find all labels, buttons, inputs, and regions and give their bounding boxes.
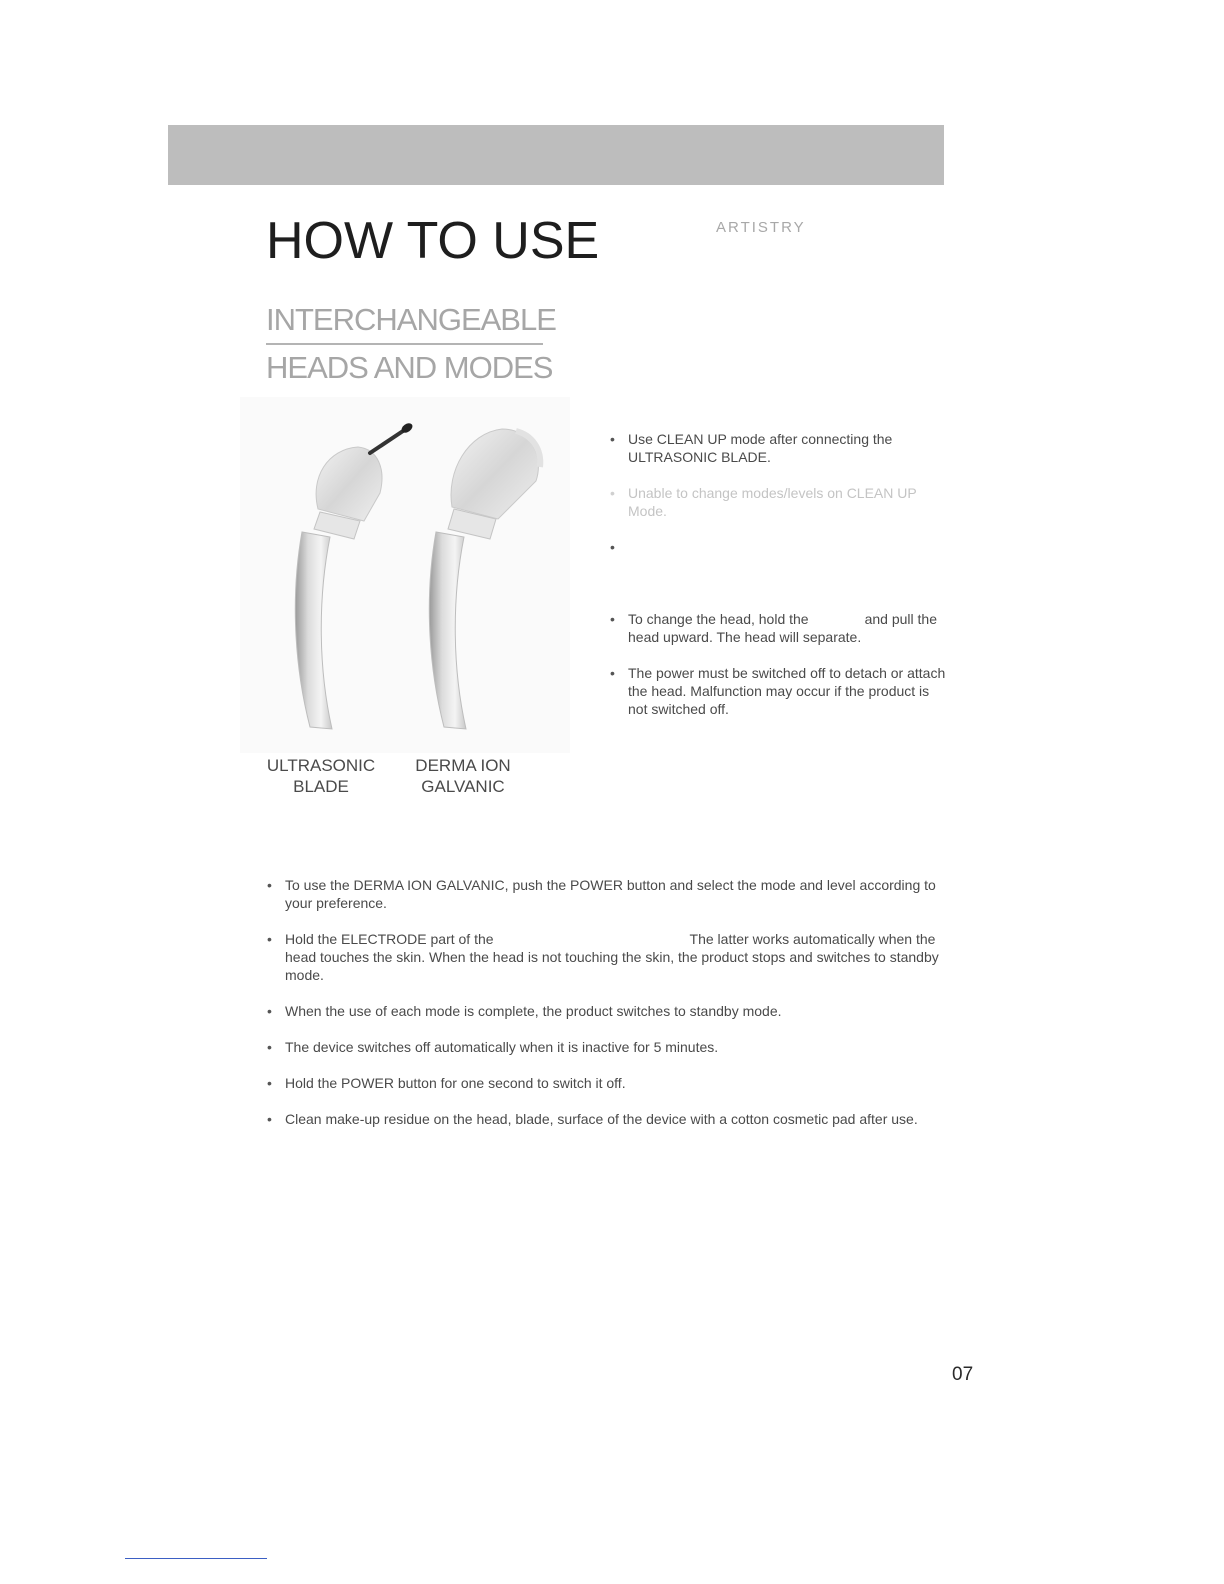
subtitle-divider — [266, 343, 543, 345]
caption-ultrasonic-blade — [262, 755, 380, 797]
list-item — [608, 538, 948, 556]
caption-ultrasonic-line-2: BLADE — [293, 777, 349, 796]
list-item — [608, 430, 948, 466]
list-item-text-part-1: To change the head, hold the — [628, 611, 809, 627]
list-item-text: The power must be switched off to detach or attach the head. Malfunction may occur if the product is not switched off. — [628, 665, 946, 717]
list-item-text-part-1: Hold the ELECTRODE part of the — [285, 931, 494, 947]
derma-ion-galvanic-device — [429, 429, 540, 729]
caption-derma-ion-galvanic — [402, 755, 524, 797]
list-item-text: To use the DERMA ION GALVANIC, push the POWER button and select the mode and level according to your preference. — [285, 877, 936, 911]
bottom-instructions-list — [266, 876, 966, 1146]
page-number: 07 — [952, 1364, 974, 1385]
caption-derma-line-2: GALVANIC — [421, 777, 505, 796]
list-item — [608, 610, 948, 646]
list-item — [266, 1074, 966, 1092]
header-bar — [168, 125, 944, 185]
list-item — [266, 1110, 966, 1128]
subtitle-line-2: HEADS AND MODES — [266, 350, 553, 385]
list-item-text: Clean make-up residue on the head, blade, surface of the device with a cotton cosmetic pad after use. — [285, 1111, 918, 1127]
caption-derma-line-1: DERMA ION — [415, 756, 511, 775]
device-heads-illustration — [240, 397, 570, 753]
list-item-text-part-2: The latter works automatically when the head touches the skin. When the head is not touching the skin, the product stops and switches to standby mode. — [285, 931, 939, 983]
caption-ultrasonic-line-1: ULTRASONIC — [266, 756, 376, 775]
list-item-text: When the use of each mode is complete, the product switches to standby mode. — [285, 1003, 782, 1019]
list-item-text: Unable to change modes/levels on CLEAN UP Mode. — [628, 485, 917, 519]
ultrasonic-blade-device — [295, 421, 414, 729]
list-item — [266, 876, 966, 912]
page-title: HOW TO USE — [266, 212, 600, 270]
list-item-text-part-2: and pull the head upward. The head will separate. — [628, 611, 937, 645]
section-subtitle — [266, 300, 556, 388]
subtitle-line-1: INTERCHANGEABLE — [266, 302, 556, 337]
list-item — [266, 1038, 966, 1056]
list-item-text: The device switches off automatically when it is inactive for 5 minutes. — [285, 1039, 719, 1055]
brand-logo-text: ARTISTRY — [716, 219, 806, 236]
list-item — [266, 930, 966, 984]
list-item — [608, 664, 948, 718]
list-item — [608, 484, 948, 520]
list-item-text: Use CLEAN UP mode after connecting the ULTRASONIC BLADE. — [628, 431, 893, 465]
footnote-rule — [125, 1558, 267, 1559]
right-instructions-list — [608, 430, 948, 718]
list-item — [266, 1002, 966, 1020]
list-item-text: Hold the POWER button for one second to switch it off. — [285, 1075, 626, 1091]
